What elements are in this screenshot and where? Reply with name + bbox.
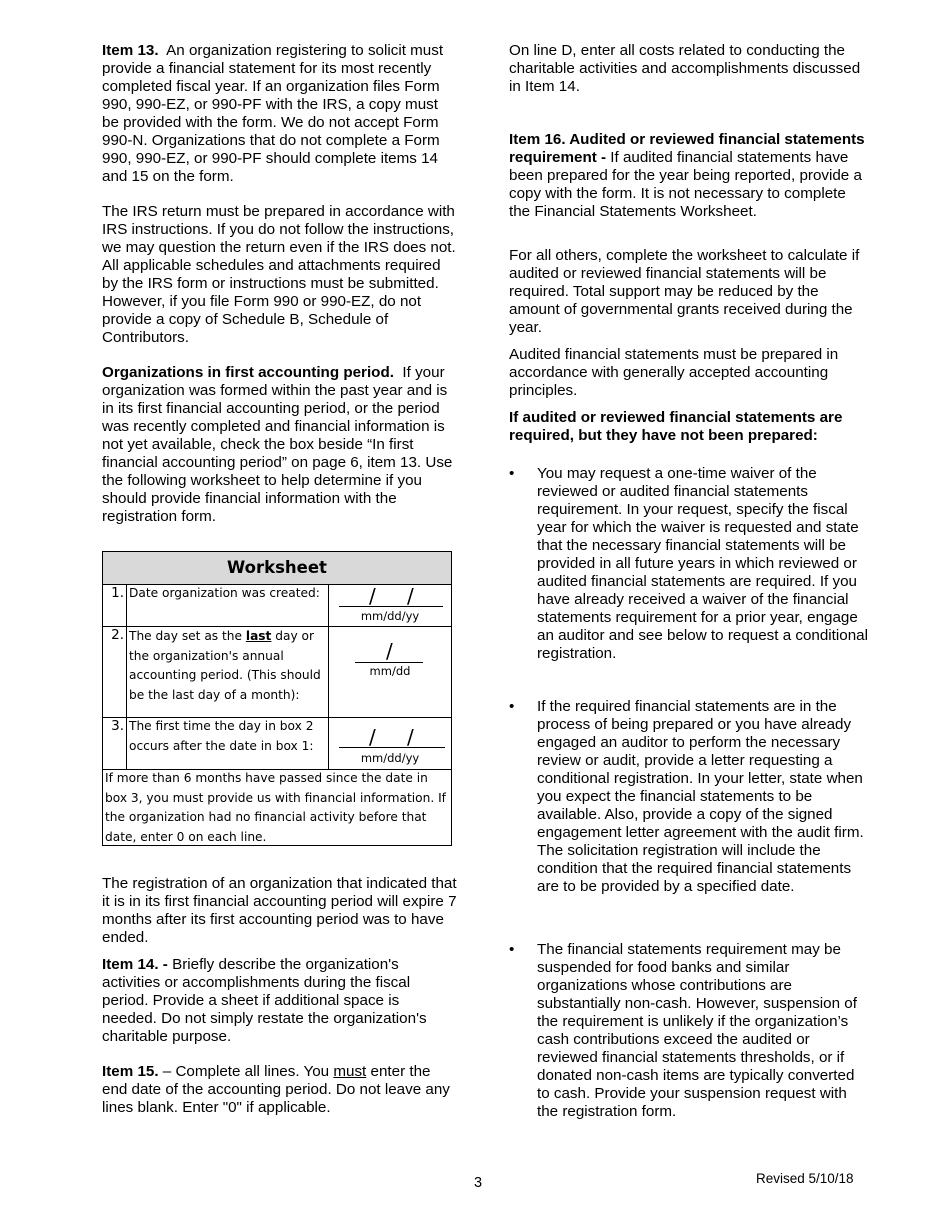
date-separator: / xyxy=(407,725,414,749)
item15-must: must xyxy=(333,1063,367,1080)
bullet-icon: • xyxy=(509,465,515,482)
first-period-heading: Organizations in first accounting period. xyxy=(102,364,394,381)
page-number: 3 xyxy=(474,1175,483,1191)
worksheet-row xyxy=(103,626,451,718)
row-description xyxy=(127,584,329,626)
date-separator: / xyxy=(369,725,376,749)
list-item-text: The financial statements requirement may be suspended for food banks and similar organizations whose contributions are substantially non-cash. However, suspension of the requirement is unlikely if the organization’s cash contributions exceed the audited or reviewed financial statements thresholds, or if donated non-cash items are typically converted to cash. Provide your suspension request with the registration form. xyxy=(537,941,857,1120)
item14-text: Briefly describe the organization's activities or accomplishments during the fiscal period. Provide a sheet if additional space is needed. Do not simply restate the organization's charitable purpose. xyxy=(102,956,427,1045)
item13-text: An organization registering to solicit must provide a financial statement for its most recently completed fiscal year. If an organization files Form 990, 990-EZ, or 990-PF with the IRS, a copy must be provided with the form. We do not accept Form 990-N. Organizations that do not complete a Form 990, 990-EZ, or 990-PF should complete items 14 and 15 on the form. xyxy=(102,42,444,185)
date-separator: / xyxy=(369,584,376,608)
item13-heading: Item 13. xyxy=(102,42,159,59)
date-separator: / xyxy=(386,639,393,663)
row-number: 3. xyxy=(103,717,127,769)
list-item-text: If the required financial statements are in the process of being prepared or you have already engaged an auditor to perform the necessary review or audit, provide a letter requesting a conditional registration. In your letter, state when you expect the financial statements to be available. Also, provide a copy of the signed engagement letter agreement with the audit firm. The solicitation registration will include the condition that the required financial statements are to be provided by a specified date. xyxy=(537,698,864,895)
item15-pre: – Complete all lines. You xyxy=(162,1063,330,1080)
row-description-text: The first time the day in box 2 occurs after the date in box 1: xyxy=(129,719,314,753)
row-description-text: Date organization was created: xyxy=(129,586,320,600)
date-entry-field[interactable] xyxy=(329,626,451,717)
worksheet-row xyxy=(103,717,451,770)
list-item-text: You may request a one-time waiver of the reviewed or audited financial statements requirement. In your request, specify the fiscal year for which the waiver is requested and state that the necessary financial statements will be provided in all future years in which reviewed or audited financial statements are required. If you have already received a waiver of the financial statements requirement for a prior year, engage an auditor and see below to request a conditional registration. xyxy=(537,465,868,662)
not-prepared-heading-text: If audited or reviewed financial statements are required, but they have not been prepared: xyxy=(509,409,843,444)
row-description-text: day or the organization's annual accounting period. (This should be the last day of a month): xyxy=(129,629,321,702)
bullet-icon: • xyxy=(509,698,515,715)
date-format-label: mm/dd xyxy=(369,664,411,678)
row-description xyxy=(127,626,329,717)
date-entry-field[interactable] xyxy=(329,717,451,769)
item16-text: If audited financial statements have been prepared for the year being reported, provide a copy with the form. It is not necessary to complete the Financial Statements Worksheet. xyxy=(509,149,862,220)
date-entry-field[interactable] xyxy=(329,584,451,626)
expire-paragraph: The registration of an organization that indicated that it is in its first financial accounting period will expire 7 months after its first accounting period was to have ended. xyxy=(102,875,457,946)
item15-post: enter the end date of the accounting period. Do not leave any lines blank. Enter "0" if applicable. xyxy=(102,1063,450,1116)
item13-paragraph xyxy=(102,42,458,186)
first-period-text: If your organization was formed within the past year and is in its first financial accounting period, or the period was recently completed and financial information is not yet available, check the box beside “In first financial accounting period” on page 6, item 13. Use the following worksheet to help determine if you should provide financial information with the registration form. xyxy=(102,364,453,525)
irs-return-paragraph: The IRS return must be prepared in accordance with IRS instructions. If you do not follow the instructions, we may question the return even if the IRS does not. All applicable schedules and attachments required by the IRS form or instructions must be submitted. However, if you file Form 990 or 990-EZ, do not provide a copy of Schedule B, Schedule of Contributors. xyxy=(102,203,456,346)
list-item xyxy=(509,698,869,896)
worksheet xyxy=(102,551,452,846)
gaap-paragraph: Audited financial statements must be prepared in accordance with generally accepted accounting principles. xyxy=(509,346,839,399)
list-item xyxy=(509,465,869,663)
first-period-paragraph xyxy=(102,364,458,526)
date-separator: / xyxy=(407,584,414,608)
line-d-paragraph: On line D, enter all costs related to conducting the charitable activities and accomplishments discussed in Item 14. xyxy=(509,42,861,95)
not-prepared-heading xyxy=(509,409,869,445)
bullet-icon: • xyxy=(509,941,515,958)
row-description-text: The day set as the xyxy=(129,629,243,643)
worksheet-row xyxy=(103,584,451,627)
item15-heading: Item 15. xyxy=(102,1063,159,1080)
list-item xyxy=(509,941,869,1121)
date-underline xyxy=(339,747,445,748)
row-description xyxy=(127,717,329,769)
row-number: 1. xyxy=(103,584,127,626)
row-number: 2. xyxy=(103,626,127,717)
item15-paragraph xyxy=(102,1063,458,1117)
item14-paragraph xyxy=(102,956,458,1046)
revision-date: Revised 5/10/18 xyxy=(756,1171,854,1186)
item14-heading: Item 14. - xyxy=(102,956,168,973)
item16-paragraph xyxy=(509,131,869,221)
item16-heading: Item 16. Audited or reviewed financial statements requirement - xyxy=(509,131,865,166)
date-format-label: mm/dd/yy xyxy=(360,609,420,623)
date-format-label: mm/dd/yy xyxy=(360,751,420,765)
all-others-paragraph: For all others, complete the worksheet to calculate if audited or reviewed financial statements will be required. Total support may be reduced by the amount of governmental grants received during the year. xyxy=(509,247,860,336)
row-description-emphasis: last xyxy=(245,629,272,643)
worksheet-note: If more than 6 months have passed since the date in box 3, you must provide us with financial information. If the organization had no financial activity before that date, enter 0 on each line. xyxy=(105,771,446,844)
worksheet-title: Worksheet xyxy=(103,552,451,585)
